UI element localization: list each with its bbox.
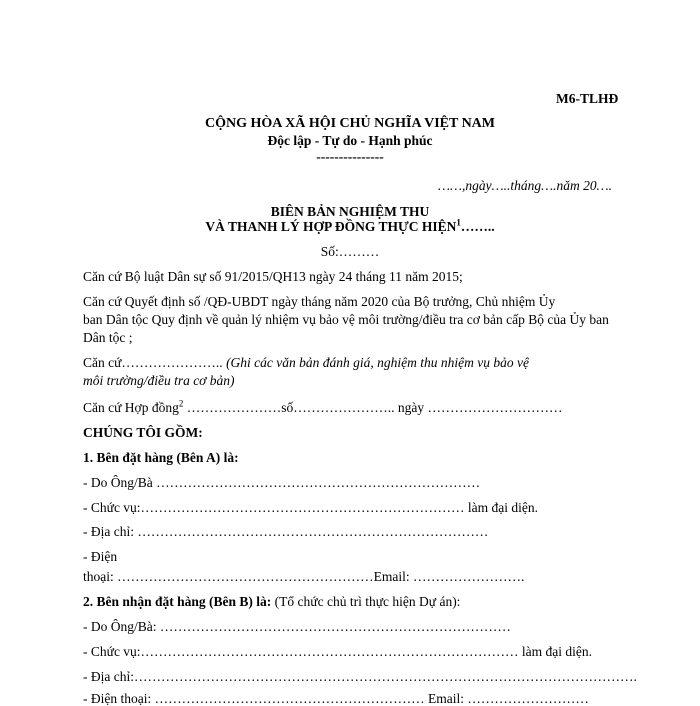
document-number: Số:……… — [320, 244, 380, 259]
basis-contract-prefix: Căn cứ Hợp đồng — [83, 400, 179, 415]
party-b-heading-text: 2. Bên nhận đặt hàng (Bên B) là: — [83, 594, 272, 609]
basis-evaluation-note-line2: môi trường/điều tra cơ bản) — [83, 373, 235, 388]
title-line2-dots: …….. — [460, 219, 495, 234]
title-line2-text: VÀ THANH LÝ HỢP ĐỒNG THỰC HIỆN — [205, 219, 457, 234]
national-title: CỘNG HÒA XÃ HỘI CHỦ NGHĨA VIỆT NAM — [204, 116, 495, 131]
party-b-heading-note: (Tổ chức chủ trì thực hiện Dự án): — [271, 594, 461, 609]
form-code: M6-TLHĐ — [556, 91, 619, 106]
party-b-phone-email: - Điện thoại: …………………………………………………… Email: ……………………… — [83, 691, 589, 706]
party-b-name: - Do Ông/Bà: …………………………………………………………………… — [83, 619, 511, 634]
footnote-ref-2: 2 — [178, 398, 184, 409]
document-title-line1: BIÊN BẢN NGHIỆM THU — [270, 204, 430, 219]
date-line: ……,ngày…..tháng….năm 20…. — [438, 178, 613, 193]
footnote-ref-1: 1 — [456, 217, 461, 228]
party-a-name: - Do Ông/Bà ……………………………………………………………… — [83, 475, 481, 490]
basis-decision-line3: Dân tộc ; — [83, 330, 133, 345]
party-b-position: - Chức vụ:………………………………………………………………………… làm đại diện. — [83, 644, 593, 659]
national-motto: Độc lập - Tự do - Hạnh phúc — [267, 133, 433, 148]
party-a-address: - Địa chỉ: …………………………………………………………………… — [83, 524, 489, 539]
party-a-phone-email: thoại: …………………………………………………Email: ……………………. — [83, 569, 525, 584]
basis-contract — [83, 398, 563, 415]
document-title-line2 — [0, 217, 700, 234]
party-a-phone-label: - Điện — [83, 549, 118, 564]
motto-divider: --------------- — [316, 149, 384, 164]
parties-heading: CHÚNG TÔI GỒM: — [83, 425, 203, 440]
basis-civil-code: Căn cứ Bộ luật Dân sự số 91/2015/QH13 ngày 24 tháng 11 năm 2015; — [83, 269, 463, 284]
basis-evaluation-prefix: Căn cứ………………….. — [83, 355, 223, 370]
basis-contract-details: …………………số………………….. ngày ………………………… — [183, 400, 563, 415]
basis-evaluation-note: (Ghi các văn bản đánh giá, nghiệm thu nhiệm vụ bảo vệ — [226, 355, 529, 370]
party-a-heading: 1. Bên đặt hàng (Bên A) là: — [83, 450, 239, 465]
basis-decision-line2: ban Dân tộc Quy định về quản lý nhiệm vụ bảo vệ môi trường/điều tra cơ bản cấp Bộ của Ủy ban — [83, 312, 609, 327]
party-b-heading — [83, 595, 460, 609]
party-a-position: - Chức vụ:……………………………………………………………… làm đại diện. — [83, 500, 539, 515]
basis-decision-line1: Căn cứ Quyết định số /QĐ-UBDT ngày tháng năm 2020 của Bộ trưởng, Chủ nhiệm Ủy — [83, 294, 556, 309]
party-b-address: - Địa chỉ:…………………………………………………………………………………………………. — [83, 669, 637, 684]
basis-evaluation — [83, 356, 529, 370]
